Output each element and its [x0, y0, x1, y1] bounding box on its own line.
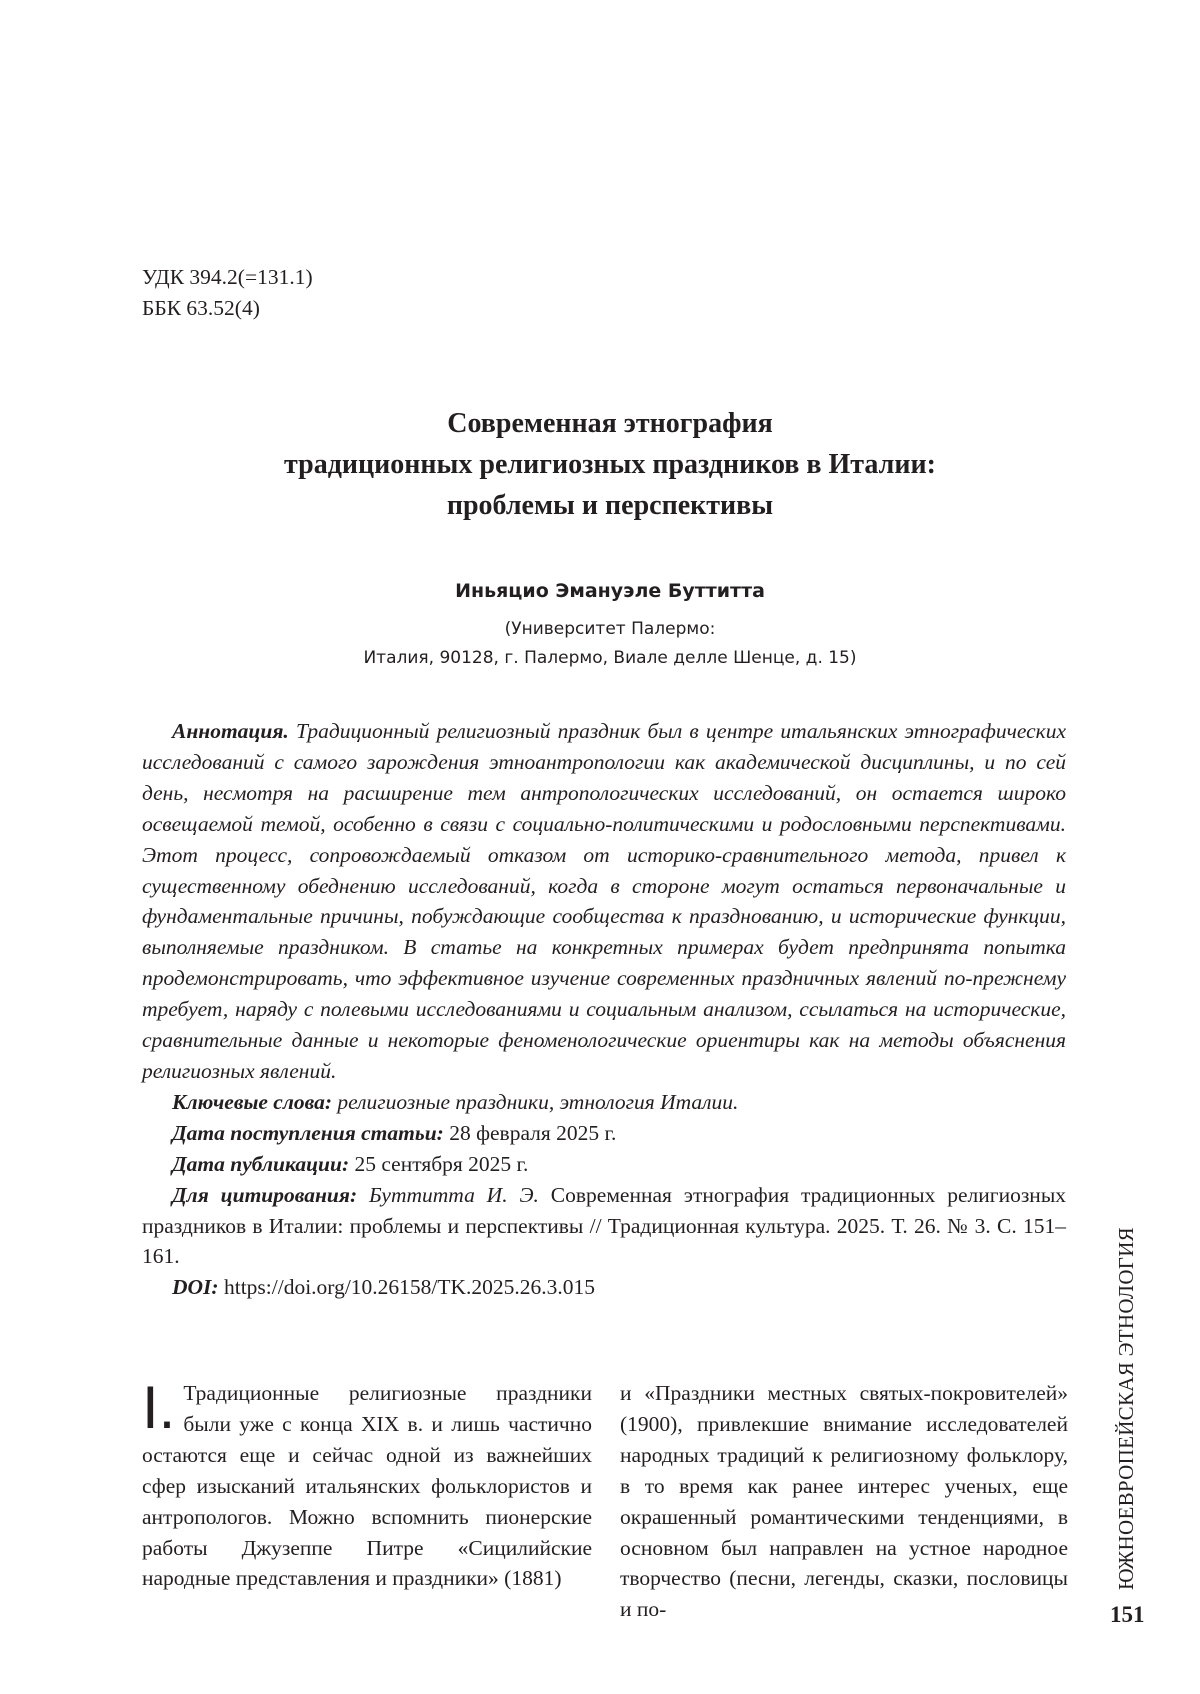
classification-codes: [142, 262, 313, 324]
received-date: [142, 1118, 1066, 1149]
abstract-block: [142, 716, 1066, 1303]
abstract-text: Традиционный религиозный праздник был в центре итальянских этнографических исследований с самого зарождения этноантропологии как академической дисциплины, и по сей день, несмотря на расширение тем антропологических исследований, он остается широко освещаемой темой, особенно в связи с социально-политическими и родословными перспективами. Этот процесс, сопровождаемый отказом от историко-сравнительного метода, привел к существенному обеднению исследований, когда в стороне могут остаться первоначальные и фундаментальные причины, побуждающие сообщества к празднованию, и исторические функции, выполняемые праздником. В статье на конкретных примерах будет предпринята попытка продемонстрировать, что эффективное изучение современных праздничных явлений по-прежнему требует, наряду с полевыми исследованиями и социальным анализом, ссылаться на исторические, сравнительные данные и некоторые феноменологические ориентиры как на методы объяснения религиозных явлений.: [142, 719, 1066, 1083]
citation: [142, 1180, 1066, 1273]
affiliation-line-2: Италия, 90128, г. Палермо, Виале делле Шенце, д. 15): [160, 644, 1060, 673]
body-text-left: Традиционные религиозные праздники были уже с конца XIX в. и лишь частично остаются еще и сейчас одной из важнейших сфер изысканий итальянских фольклористов и антропологов. Можно вспомнить пионерские работы Джузеппе Питре «Сицилийские народные представления и праздники» (1881): [142, 1381, 592, 1590]
affiliation-line-1: (Университет Палермо:: [160, 615, 1060, 644]
citation-text: Современная этнография традиционных религиозных праздников в Италии: проблемы и перспективы // Традиционная культура. 2025. Т. 26. № 3. С. 151–161.: [142, 1183, 1066, 1269]
received-text: 28 февраля 2025 г.: [449, 1121, 616, 1145]
citation-label: Для цитирования:: [172, 1183, 357, 1207]
bbk-code: ББК 63.52(4): [142, 293, 313, 324]
running-section-header: [1108, 1170, 1148, 1590]
udk-code: УДК 394.2(=131.1): [142, 262, 313, 293]
published-label: Дата публикации:: [172, 1152, 349, 1176]
title-line-3: проблемы и перспективы: [160, 485, 1060, 526]
section-name: ЮЖНОЕВРОПЕЙСКАЯ ЭТНОЛОГИЯ: [1114, 1170, 1139, 1590]
body-paragraph-right: и «Праздники местных святых-покровителей» (1900), привлекшие внимание исследователей народных традиций к религиозному фольклору, в то время как ранее интерес ученых, еще окрашенный романтическими тенденциями, в основном был направлен на устное народное творчество (песни, легенды, сказки, пословицы и по-: [620, 1378, 1068, 1625]
doi: [142, 1272, 1066, 1303]
title-line-2: традиционных религиозных праздников в Италии:: [160, 444, 1060, 485]
keywords-text: религиозные праздники, этнология Италии.: [337, 1090, 738, 1114]
body-column-left: [142, 1378, 592, 1594]
page-number: 151: [1110, 1602, 1145, 1628]
keywords: [142, 1087, 1066, 1118]
abstract-label: Аннотация.: [172, 719, 289, 743]
author-name: Иньяцио Эмануэле Буттитта: [160, 578, 1060, 604]
title-line-1: Современная этнография: [160, 403, 1060, 444]
article-title: [160, 403, 1060, 526]
doi-label: DOI:: [172, 1275, 219, 1299]
keywords-label: Ключевые слова:: [172, 1090, 332, 1114]
body-column-right: [620, 1378, 1068, 1625]
author-affiliation: [160, 615, 1060, 673]
section-numeral: I.: [142, 1382, 175, 1434]
received-label: Дата поступления статьи:: [172, 1121, 444, 1145]
citation-author: Буттитта И. Э.: [369, 1183, 539, 1207]
doi-link[interactable]: https://doi.org/10.26158/TK.2025.26.3.015: [224, 1275, 595, 1299]
abstract: [142, 716, 1066, 1087]
published-text: 25 сентября 2025 г.: [355, 1152, 529, 1176]
body-paragraph-left: [142, 1378, 592, 1594]
published-date: [142, 1149, 1066, 1180]
